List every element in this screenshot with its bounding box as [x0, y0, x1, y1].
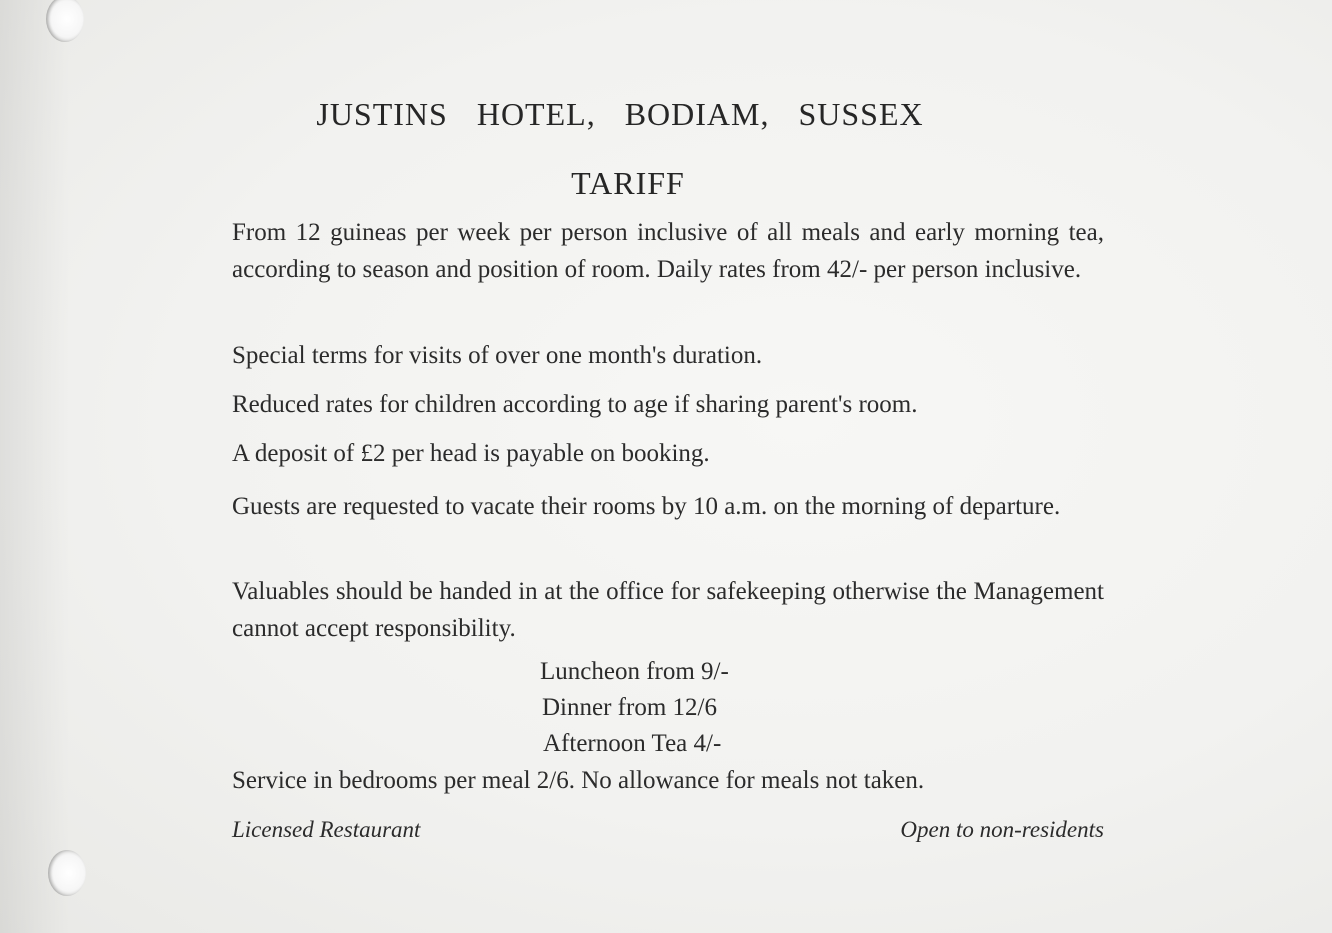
valuables-paragraph: Valuables should be handed in at the office for safekeeping otherwise the Management cannot accept responsibility. [232, 578, 1104, 642]
special-terms-paragraph: Special terms for visits of over one month's duration. [232, 342, 763, 369]
children-rates-paragraph: Reduced rates for children according to age if sharing parent's room. [232, 391, 918, 418]
service-note: Service in bedrooms per meal 2/6. No allowance for meals not taken. [232, 767, 925, 794]
punch-hole-bottom [48, 850, 86, 896]
checkout-paragraph: Guests are requested to vacate their rooms by 10 a.m. on the morning of departure. [232, 493, 1061, 520]
meal-prices-list [538, 654, 729, 762]
deposit-paragraph: A deposit of £2 per head is payable on booking. [232, 440, 710, 467]
rates-paragraph: From 12 guineas per week per person inclusive of all meals and early morning tea, according to season and position of room. Daily rates from 42/- per person inclusive. [232, 219, 1104, 283]
binding-edge-shadow [0, 0, 70, 933]
meal-price-luncheon: Luncheon from 9/- [540, 658, 729, 685]
footer-open-to-non-residents: Open to non-residents [900, 817, 1104, 842]
meal-price-dinner: Dinner from 12/6 [542, 694, 717, 721]
footer-licensed-restaurant: Licensed Restaurant [232, 817, 421, 842]
hotel-name-heading: JUSTINS HOTEL, BODIAM, SUSSEX [316, 96, 924, 132]
punch-hole-top [46, 0, 84, 42]
meal-price-afternoon-tea: Afternoon Tea 4/- [543, 730, 722, 757]
tariff-title: TARIFF [571, 165, 685, 201]
